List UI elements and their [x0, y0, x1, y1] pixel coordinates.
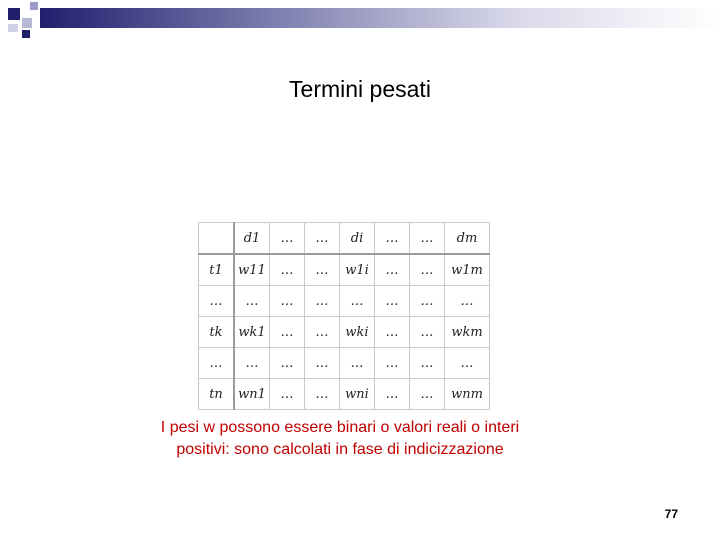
matrix-row-label: … — [199, 286, 235, 317]
page-number: 77 — [664, 507, 678, 521]
matrix-cell: wk1 — [234, 317, 270, 348]
matrix-cell: … — [340, 348, 375, 379]
matrix-row-label: t1 — [199, 254, 235, 286]
matrix-header-cell: … — [375, 223, 410, 255]
matrix-cell: wnm — [445, 379, 490, 410]
matrix-cell: … — [270, 348, 305, 379]
decorative-square — [30, 2, 38, 10]
matrix-header-cell — [199, 223, 235, 255]
matrix-cell: … — [305, 254, 340, 286]
matrix-row — [199, 254, 490, 286]
decorative-square — [22, 18, 32, 28]
matrix-row — [199, 379, 490, 410]
matrix-row-label: tn — [199, 379, 235, 410]
matrix-row — [199, 286, 490, 317]
matrix-cell: … — [410, 317, 445, 348]
matrix-cell: … — [234, 348, 270, 379]
matrix-cell: … — [270, 286, 305, 317]
matrix-header-cell: … — [410, 223, 445, 255]
matrix-row — [199, 317, 490, 348]
matrix-cell: … — [375, 348, 410, 379]
caption — [0, 417, 680, 461]
matrix-cell: … — [375, 317, 410, 348]
matrix-cell: … — [305, 317, 340, 348]
matrix-cell: … — [410, 348, 445, 379]
matrix-header-cell: … — [305, 223, 340, 255]
matrix-cell: … — [375, 379, 410, 410]
matrix-cell: … — [410, 286, 445, 317]
matrix-cell: … — [375, 254, 410, 286]
decorative-square — [8, 24, 18, 32]
matrix-cell: … — [340, 286, 375, 317]
matrix-cell: w1m — [445, 254, 490, 286]
matrix-cell: w1i — [340, 254, 375, 286]
matrix-cell: wkm — [445, 317, 490, 348]
matrix-cell: wki — [340, 317, 375, 348]
matrix-header-cell: di — [340, 223, 375, 255]
decorative-square — [22, 30, 30, 38]
matrix-cell: … — [270, 317, 305, 348]
matrix-cell: … — [410, 379, 445, 410]
matrix-cell: … — [270, 254, 305, 286]
matrix-header-cell: dm — [445, 223, 490, 255]
matrix-cell: … — [375, 286, 410, 317]
matrix-cell: … — [234, 286, 270, 317]
matrix-cell: w11 — [234, 254, 270, 286]
matrix-cell: wni — [340, 379, 375, 410]
matrix-header-cell: … — [270, 223, 305, 255]
matrix-cell: … — [410, 254, 445, 286]
matrix-header-row — [199, 223, 490, 255]
matrix-cell: … — [270, 379, 305, 410]
matrix-row-label: tk — [199, 317, 235, 348]
matrix-cell: wn1 — [234, 379, 270, 410]
matrix-cell: … — [305, 348, 340, 379]
matrix-header-cell: d1 — [234, 223, 270, 255]
decorative-square — [8, 8, 20, 20]
slide-title: Termini pesati — [289, 76, 431, 102]
term-document-matrix — [198, 222, 490, 410]
caption-line: positivi: sono calcolati in fase di indicizzazione — [176, 441, 504, 458]
header-gradient-bar — [40, 8, 720, 28]
caption-line: I pesi w possono essere binari o valori reali o interi — [160, 419, 520, 436]
matrix-cell: … — [305, 379, 340, 410]
matrix-cell: … — [445, 286, 490, 317]
matrix-row — [199, 348, 490, 379]
matrix-row-label: … — [199, 348, 235, 379]
matrix-cell: … — [445, 348, 490, 379]
matrix-cell: … — [305, 286, 340, 317]
